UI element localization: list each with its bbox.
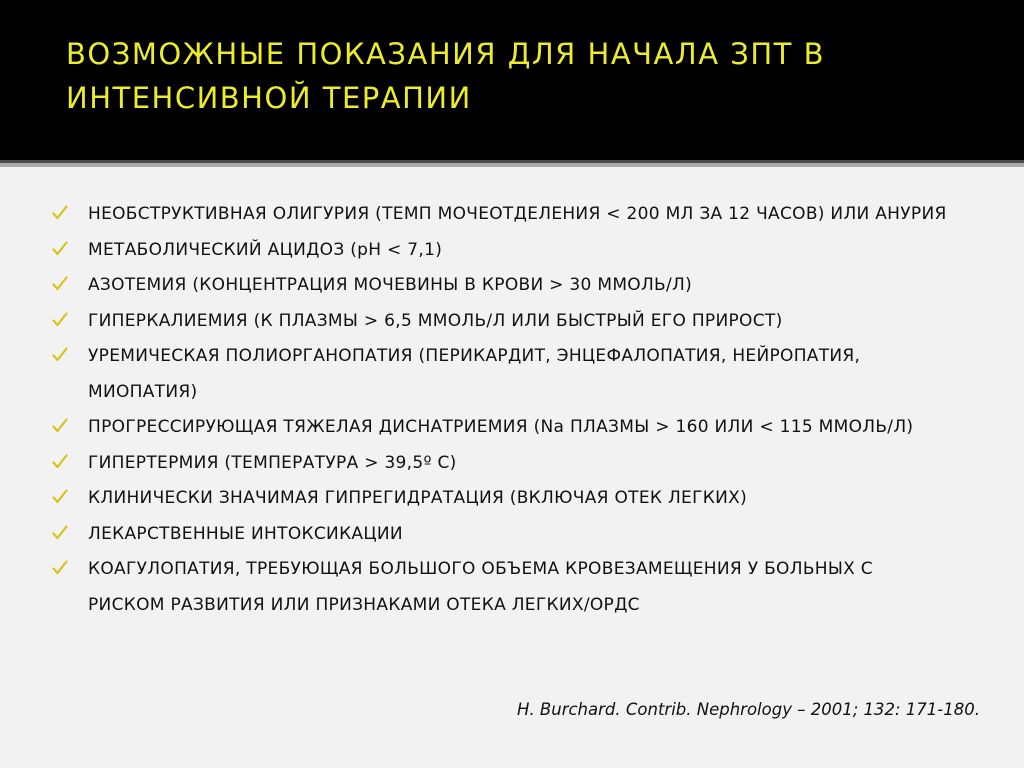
list-item-text: НЕОБСТРУКТИВНАЯ ОЛИГУРИЯ (ТЕМП МОЧЕОТДЕЛЕНИЯ < 200 МЛ ЗА 12 ЧАСОВ) ИЛИ АНУРИЯ: [88, 204, 947, 224]
checkmark-icon: [52, 241, 68, 257]
list-item-text: ЛЕКАРСТВЕННЫЕ ИНТОКСИКАЦИИ: [88, 523, 403, 544]
list-item: [52, 446, 952, 482]
list-item-text: УРЕМИЧЕСКАЯ ПОЛИОРГАНОПАТИЯ (ПЕРИКАРДИТ, ЭНЦЕФАЛОПАТИЯ, НЕЙРОПАТИЯ, МИОПАТИЯ): [88, 346, 861, 402]
list-item-text: АЗОТЕМИЯ (КОНЦЕНТРАЦИЯ МОЧЕВИНЫ В КРОВИ > 30 ММОЛЬ/Л): [88, 275, 693, 295]
list-item: [52, 410, 952, 446]
checkmark-icon: [52, 347, 68, 363]
list-item-text: ГИПЕРКАЛИЕМИЯ (К ПЛАЗМЫ > 6,5 ММОЛЬ/Л ИЛИ БЫСТРЫЙ ЕГО ПРИРОСТ): [88, 310, 783, 331]
checkmark-icon: [52, 276, 68, 292]
checkmark-icon: [52, 560, 68, 576]
checkmark-icon: [52, 418, 68, 434]
list-item-text: МЕТАБОЛИЧЕСКИЙ АЦИДОЗ (pH < 7,1): [88, 239, 443, 260]
list-item: [52, 552, 952, 623]
checkmark-icon: [52, 489, 68, 505]
checkmark-icon: [52, 312, 68, 328]
indications-list: [52, 197, 952, 623]
list-item-text: КЛИНИЧЕСКИ ЗНАЧИМАЯ ГИПРЕГИДРАТАЦИЯ (ВКЛЮЧАЯ ОТЕК ЛЕГКИХ): [88, 488, 748, 508]
list-item-text: ПРОГРЕССИРУЮЩАЯ ТЯЖЕЛАЯ ДИСНАТРИЕМИЯ (Na ПЛАЗМЫ > 160 ИЛИ < 115 ММОЛЬ/Л): [88, 417, 914, 437]
list-item: [52, 339, 952, 410]
checkmark-icon: [52, 205, 68, 221]
citation: H. Burchard. Contrib. Nephrology – 2001; 132: 171-180.: [517, 700, 980, 719]
list-item-text: КОАГУЛОПАТИЯ, ТРЕБУЮЩАЯ БОЛЬШОГО ОБЪЕМА КРОВЕЗАМЕЩЕНИЯ У БОЛЬНЫХ С РИСКОМ РАЗВИТИЯ ИЛИ ПРИЗНАКАМИ ОТЕКА ЛЕГКИХ/ОРДС: [88, 559, 873, 615]
list-item-text: ГИПЕРТЕРМИЯ (ТЕМПЕРАТУРА > 39,5º С): [88, 452, 457, 473]
list-item: [52, 197, 952, 233]
list-item: [52, 481, 952, 517]
checkmark-icon: [52, 525, 68, 541]
list-item: [52, 517, 952, 553]
title-band: [0, 0, 1024, 160]
checkmark-icon: [52, 454, 68, 470]
content-area: [0, 167, 1024, 768]
list-item: [52, 233, 952, 269]
list-item: [52, 268, 952, 304]
slide-title: ВОЗМОЖНЫЕ ПОКАЗАНИЯ ДЛЯ НАЧАЛА ЗПТ В ИНТЕНСИВНОЙ ТЕРАПИИ: [66, 37, 825, 115]
list-item: [52, 304, 952, 340]
